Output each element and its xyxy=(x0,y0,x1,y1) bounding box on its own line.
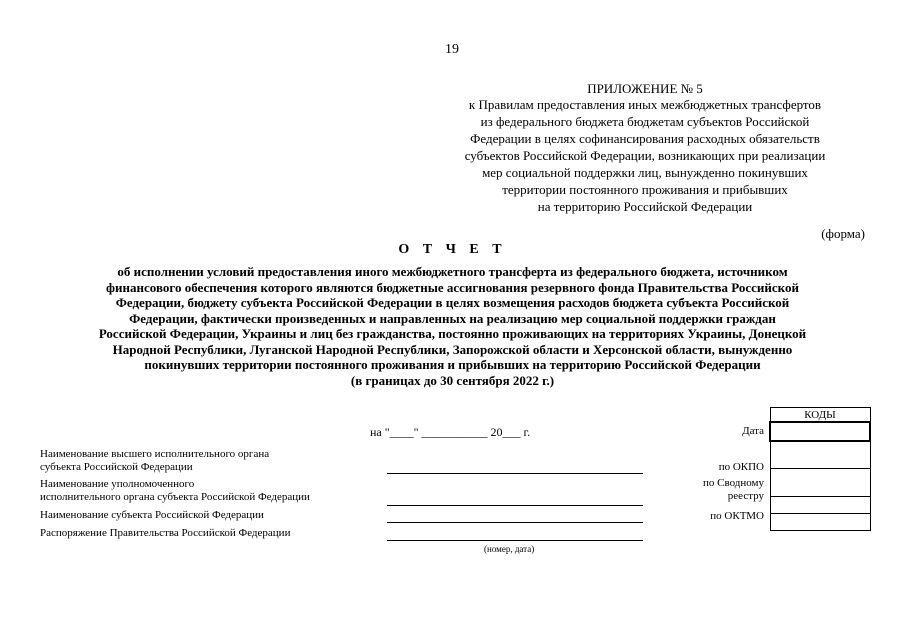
oktmo-label: по ОКТМО xyxy=(710,510,764,522)
report-title: О Т Ч Е Т xyxy=(398,242,507,257)
order-hint: (номер, дата) xyxy=(484,544,535,554)
register-code-cell[interactable] xyxy=(770,497,870,514)
appendix-line: Федерации в целях софинансирования расходных обязательств xyxy=(470,131,820,146)
label-line: Наименование уполномоченного xyxy=(40,478,195,490)
subtitle-line: финансового обеспечения которого являются бюджетные ассигнования резервного фонда Правительства Российской xyxy=(106,279,799,295)
authorized-body-field[interactable] xyxy=(387,505,643,506)
appendix-line: мер социальной поддержки лиц, вынужденно покинувших xyxy=(482,165,808,180)
government-order-field[interactable] xyxy=(387,540,643,541)
appendix-line: субъектов Российской Федерации, возникающих при реализации xyxy=(464,148,826,163)
codes-header: КОДЫ xyxy=(770,408,870,423)
appendix-title: ПРИЛОЖЕНИЕ № 5 xyxy=(587,81,703,96)
okpo-label: по ОКПО xyxy=(718,461,764,473)
register-label xyxy=(703,477,764,503)
subtitle-line: покинувших территории постоянного проживания и прибывших на территорию Российской Федерации xyxy=(144,357,761,372)
report-subtitle xyxy=(30,264,875,388)
subtitle-line: Федерации, бюджету субъекта Российской Федерации в целях возмещения расходов бюджета субъекта Российской xyxy=(115,295,790,310)
report-date-line: на "____" ___________ 20___ г. xyxy=(370,425,531,439)
label-line: Наименование высшего исполнительного органа xyxy=(40,448,270,460)
label-line: реестру xyxy=(727,490,764,502)
appendix-line: на территорию Российской Федерации xyxy=(537,199,753,214)
subtitle-line: Российской Федерации, Украины и лиц без гражданства, постоянно проживающих на территориях Украины, Донецкой xyxy=(98,326,807,341)
label-line: исполнительного органа субъекта Российской Федерации xyxy=(40,491,310,503)
subtitle-line: (в границах до 30 сентября 2022 г.) xyxy=(350,372,555,388)
subtitle-line: Федерации, фактически произведенных и направленных на реализацию мер социальной поддержки граждан xyxy=(129,310,776,326)
form-label: (форма) xyxy=(821,226,865,241)
appendix-line: из федерального бюджета бюджетам субъектов Российской xyxy=(480,114,810,129)
appendix-line: территории постоянного проживания и прибывших xyxy=(502,182,788,197)
empty-code-cell xyxy=(770,441,870,469)
subject-name-field[interactable] xyxy=(387,522,643,523)
government-order-label: Распоряжение Правительства Российской Федерации xyxy=(40,527,291,539)
codes-table xyxy=(769,407,871,531)
executive-body-label xyxy=(40,448,269,474)
authorized-body-label xyxy=(40,478,310,504)
page-number: 19 xyxy=(445,42,459,57)
appendix-line: к Правилам предоставления иных межбюджетных трансфертов xyxy=(468,97,822,112)
appendix-text xyxy=(430,96,860,215)
subtitle-line: Народной Республики, Луганской Народной Республики, Запорожской области и Херсонской области, вынужденно xyxy=(112,341,793,357)
oktmo-code-cell[interactable] xyxy=(770,514,870,531)
okpo-code-cell[interactable] xyxy=(770,469,870,497)
date-code-cell[interactable] xyxy=(770,422,870,441)
date-code-label: Дата xyxy=(742,425,764,437)
subtitle-line: об исполнении условий предоставления иного межбюджетного трансферта из федерального бюджета, источником xyxy=(117,264,788,279)
label-line: по Сводному xyxy=(702,477,764,489)
subject-name-label: Наименование субъекта Российской Федерации xyxy=(40,509,264,521)
executive-body-field[interactable] xyxy=(387,473,643,474)
label-line: субъекта Российской Федерации xyxy=(40,461,193,473)
